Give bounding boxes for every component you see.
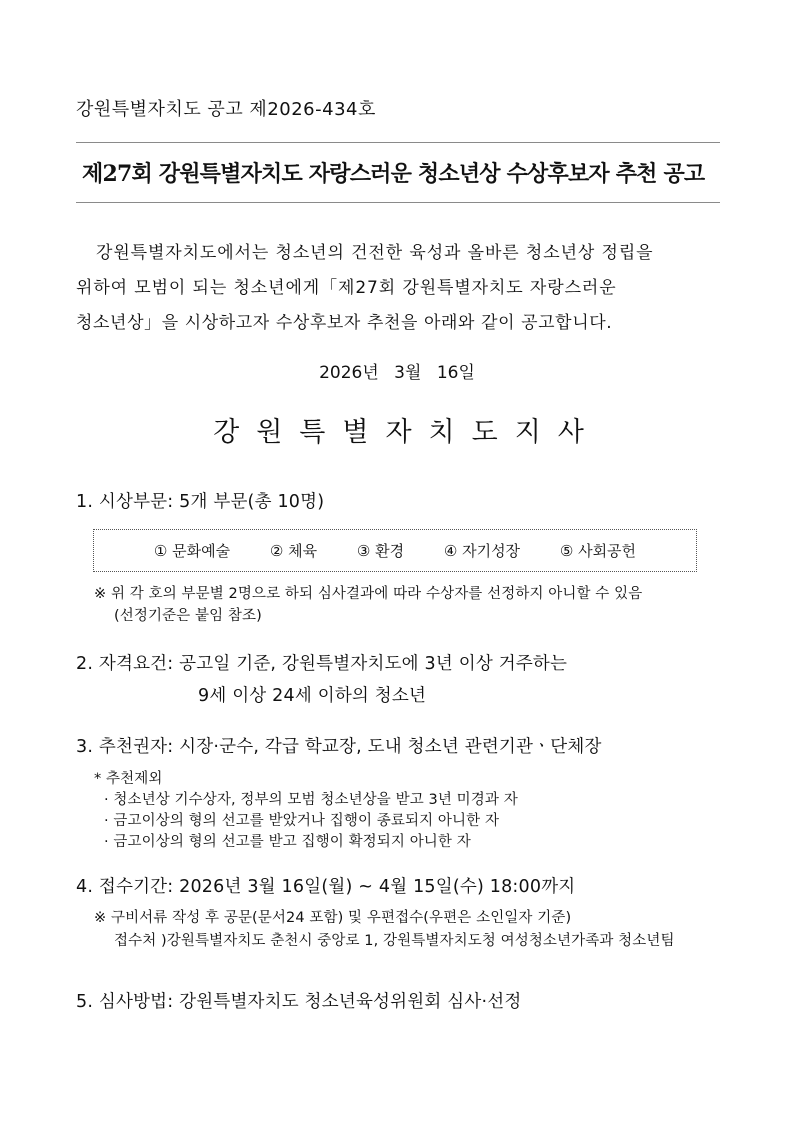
section-note: ※ 위 각 호의 부문별 2명으로 하되 심사결과에 따라 수상자를 선정하지 아니할 수 있음 xyxy=(94,586,643,602)
section-heading: 1. 시상부문: 5개 부문(총 10명) xyxy=(76,492,325,512)
intro-line: 위하여 모범이 되는 청소년에게「제27회 강원특별자치도 자랑스러운 xyxy=(76,278,617,298)
section-heading: 3. 추천권자: 시장·군수, 각급 학교장, 도내 청소년 관련기관ㆍ단체장 xyxy=(76,737,602,757)
section-heading: 5. 심사방법: 강원특별자치도 청소년육성위원회 심사·선정 xyxy=(76,992,522,1012)
section-note: ※ 구비서류 작성 후 공문(문서24 포함) 및 우편접수(우편은 소인일자 기준) xyxy=(94,910,572,926)
section-note: (선정기준은 붙임 참조) xyxy=(114,608,262,624)
section-note: 접수처 )강원특별자치도 춘천시 중앙로 1, 강원특별자치도청 여성청소년가족과 청소년팀 xyxy=(114,933,675,949)
category-item: ③ 환경 xyxy=(356,542,405,560)
exclusion-item: · 금고이상의 형의 선고를 받고 집행이 확정되지 아니한 자 xyxy=(104,834,471,850)
title-bottom-rule xyxy=(76,202,720,203)
notice-number: 강원특별자치도 공고 제2026-434호 xyxy=(76,99,376,120)
announcement-date: 2026년 3월 16일 xyxy=(319,363,475,383)
category-item: ① 문화예술 xyxy=(153,542,231,560)
exclusion-item: · 금고이상의 형의 선고를 받았거나 집행이 종료되지 아니한 자 xyxy=(104,813,500,829)
section-heading: 4. 접수기간: 2026년 3월 16일(월) ~ 4월 15일(수) 18:00까지 xyxy=(76,877,576,897)
intro-line: 청소년상」을 시상하고자 수상후보자 추천을 아래와 같이 공고합니다. xyxy=(76,313,613,333)
category-item: ② 체육 xyxy=(269,542,318,560)
issuer-signature: 강원특별자치도지사 xyxy=(213,417,601,448)
category-item: ④ 자기성장 xyxy=(443,542,521,560)
title-top-rule xyxy=(76,142,720,143)
section-heading-continued: 9세 이상 24세 이하의 청소년 xyxy=(198,686,427,706)
section-heading: 2. 자격요건: 공고일 기준, 강원특별자치도에 3년 이상 거주하는 xyxy=(76,654,568,674)
exclusion-item: · 청소년상 기수상자, 정부의 모범 청소년상을 받고 3년 미경과 자 xyxy=(104,792,518,808)
category-box xyxy=(93,529,697,572)
intro-line: 강원특별자치도에서는 청소년의 건전한 육성과 올바른 청소년상 정립을 xyxy=(96,243,654,263)
category-item: ⑤ 사회공헌 xyxy=(559,542,637,560)
exclusion-title: * 추천제외 xyxy=(94,771,163,787)
page-title: 제27회 강원특별자치도 자랑스러운 청소년상 수상후보자 추천 공고 xyxy=(82,161,705,187)
